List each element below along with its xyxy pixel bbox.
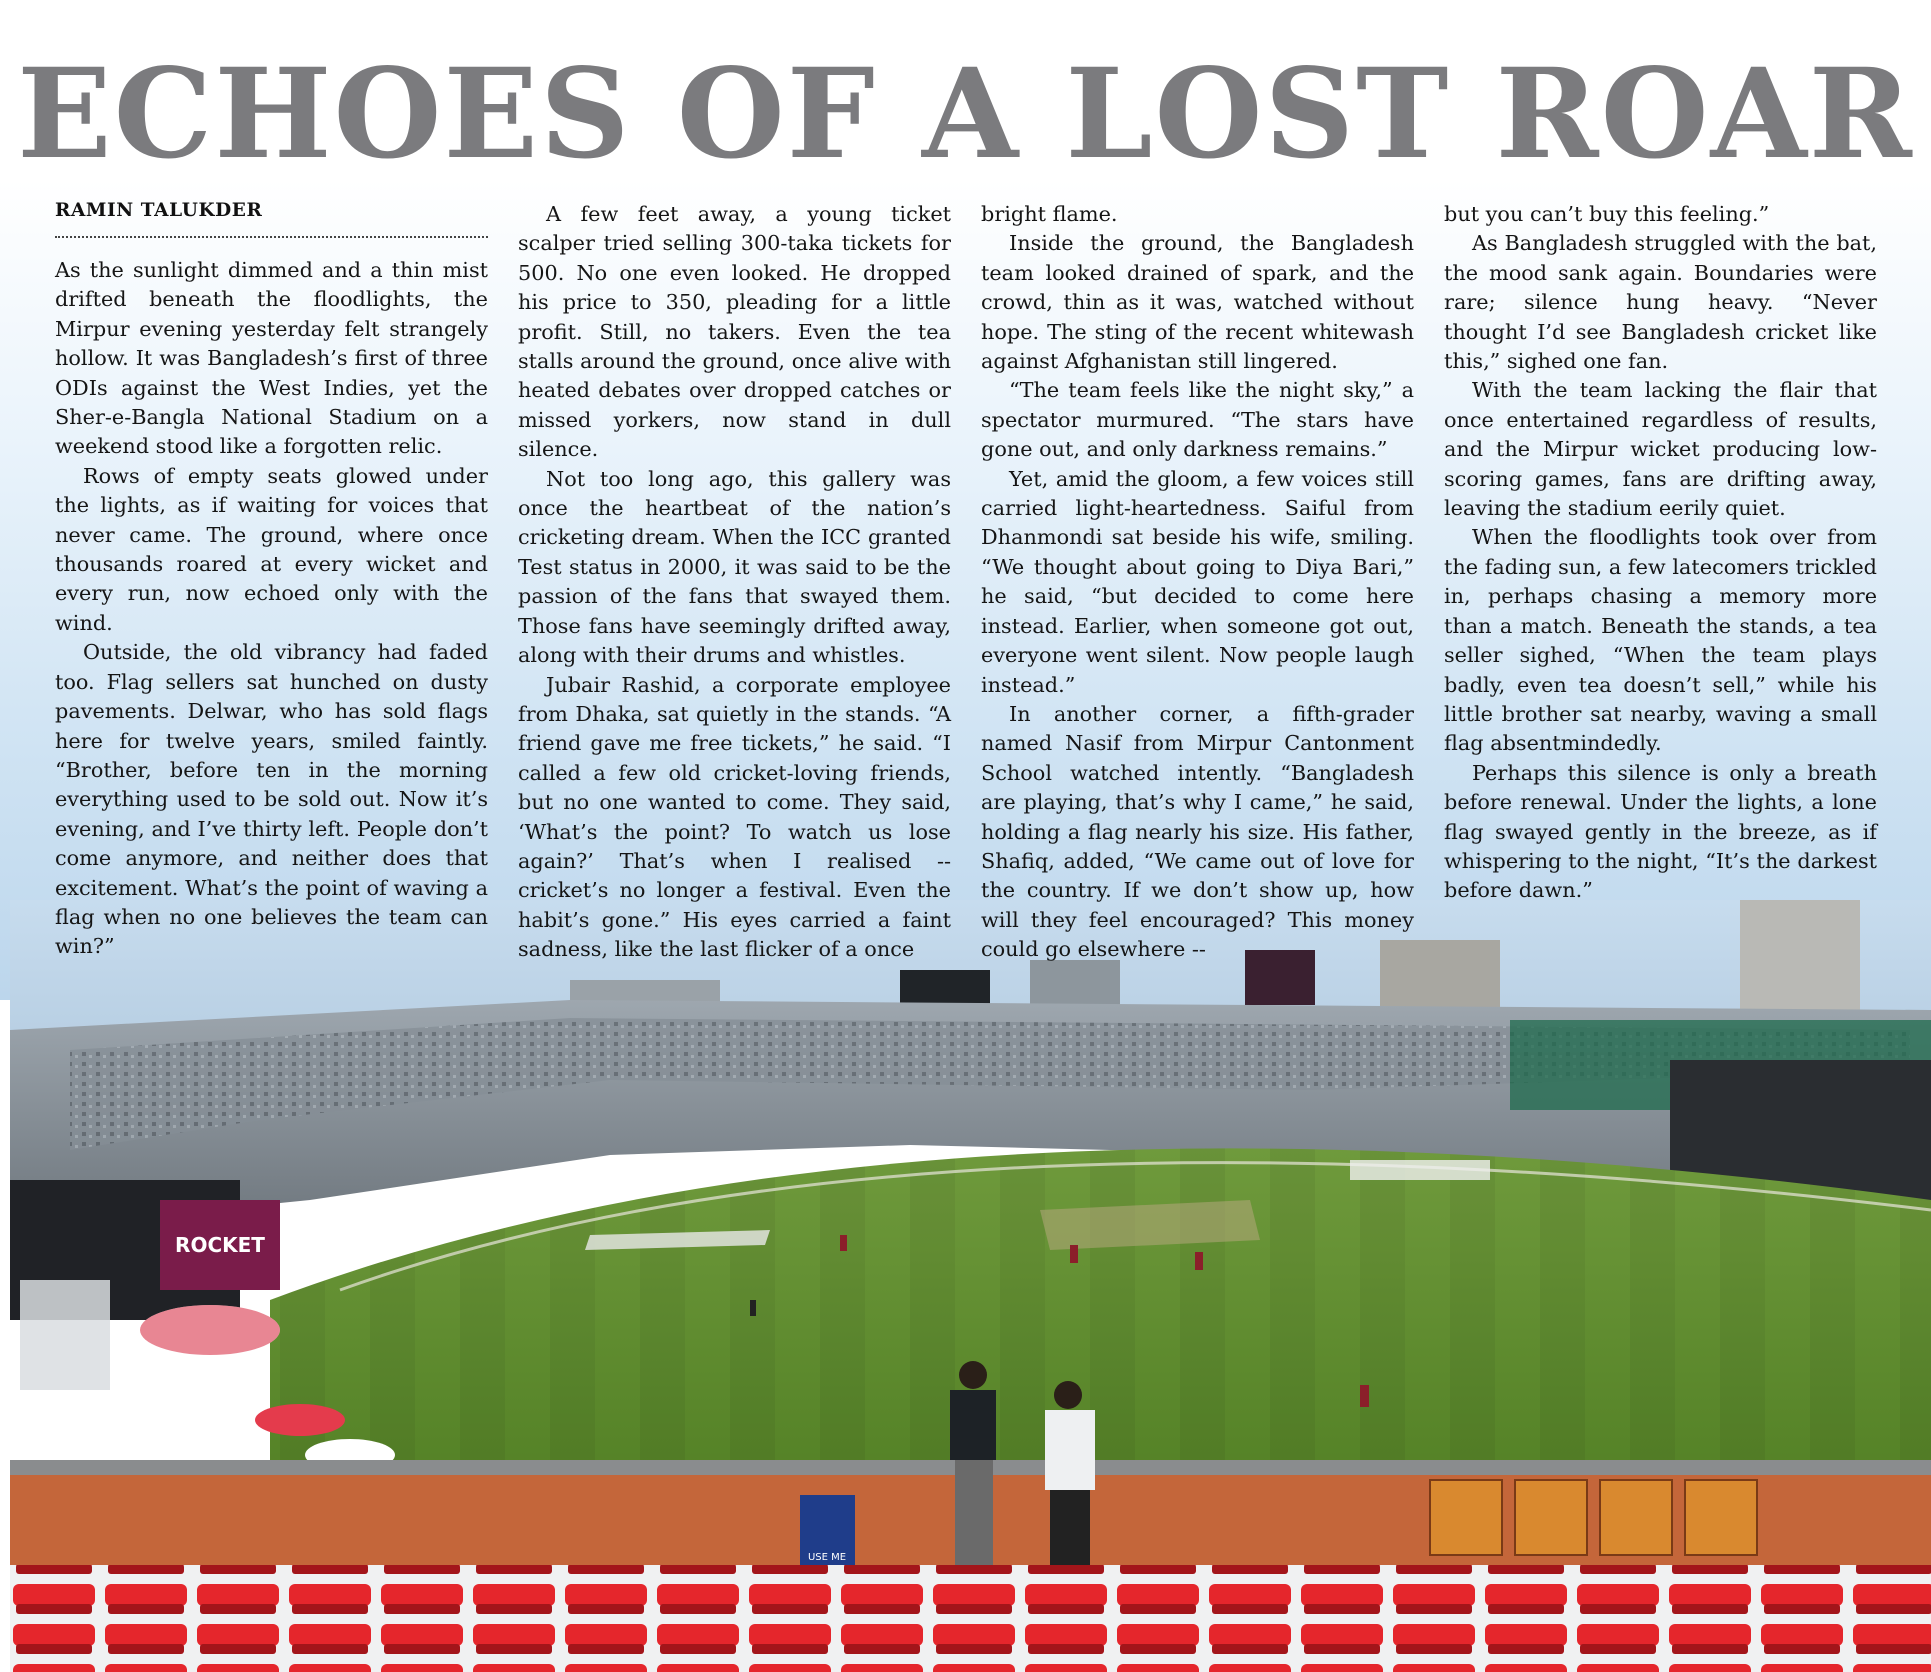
stand-structure [20,1280,110,1390]
paragraph: Not too long ago, this gallery was once the heartbeat of the nation’s cricketing dream. When the ICC granted Test status in 2000, it was said to be the passion of the fans that swayed them. Those fans have seemingly drifted away, along with their drums and whistles. [518,466,951,668]
paragraph: In another corner, a fifth-grader named Nasif from Mirpur Cantonment School watched intently. “Bangladesh are playing, that’s why I came,” he said, holding a flag nearly his size. His father, Shafiq, added, “We came out of love for the country. If we don’t show up, how will they feel encouraged? This money could go elsewhere -- [981,701,1414,962]
byline-divider [55,236,488,238]
paragraph: Inside the ground, the Bangladesh team looked drained of spark, and the crowd, thin as it was, watched without hope. The sting of the recent whitewash against Afghanistan still lingered. [981,231,1414,374]
article-column-2 [518,200,951,965]
background-building [1740,900,1860,1020]
blue-bin-label: USE ME [807,1552,847,1563]
paragraph: When the floodlights took over from the fading sun, a few latecomers trickled in, perhaps chasing a memory more than a match. Beneath the stands, a tea seller sighed, “When the team plays badly, even tea doesn’t sell,” while his little brother sat nearby, waving a small flag absentmindedly. [1444,525,1877,756]
article-column-4 [1444,200,1877,906]
paragraph: Jubair Rashid, a corporate employee from Dhaka, sat quietly in the stands. “A friend gave me free tickets,” he said. “I called a few old cricket-loving friends, but no one wanted to come. They said, ‘What’s the point? To watch us lose again?’ That’s when I realised -- cricket’s no longer a festival. Even the habit’s gone.” His eyes carried a faint sadness, like the last flicker of a once [518,672,951,962]
paragraph: As Bangladesh struggled with the bat, the mood sank again. Boundaries were rare; silence hung heavy. “Never thought I’d see Bangladesh cricket like this,” sighed one fan. [1444,231,1877,374]
paragraph: Perhaps this silence is only a breath before renewal. Under the lights, a lone flag swayed gently in the breeze, as if whispering to the night, “It’s the darkest before dawn.” [1444,760,1877,903]
paragraph: As the sunlight dimmed and a thin mist drifted beneath the floodlights, the Mirpur evening yesterday felt strangely hollow. It was Bangladesh’s first of three ODIs against the West Indies, yet the Sher-e-Bangla National Stadium on a weekend stood like a forgotten relic. [55,258,488,459]
red-seats [10,1565,1931,1672]
headline: ECHOES OF A LOST ROAR [17,42,1914,187]
article-column-1 [55,256,488,962]
umpire [750,1300,756,1316]
paragraph: A few feet away, a young ticket scalper tried selling 300-taka tickets for 500. No one even looked. He dropped his price to 350, pleading for a little profit. Still, no takers. Even the tea stalls around the ground, once alive with heated debates over dropped catches or missed yorkers, now stand in dull silence. [518,202,951,462]
paragraph: Yet, amid the gloom, a few voices still carried light-heartedness. Saiful from Dhanmondi sat beside his wife, smiling. “We thought about going to Diya Bari,” he said, “but decided to come here instead. Earlier, when someone got out, everyone went silent. Now people laugh instead.” [981,466,1414,697]
blue-bin [800,1495,855,1575]
paragraph: but you can’t buy this feeling.” [1444,202,1770,226]
byline: RAMIN TALUKDER [55,200,263,221]
article-column-3 [981,200,1414,965]
paragraph: With the team lacking the flair that once entertained regardless of results, and the Mirpur wicket producing low-scoring games, fans are drifting away, leaving the stadium eerily quiet. [1444,378,1877,521]
sponsor-sign-text: ROCKET [175,1233,265,1257]
paragraph: “The team feels like the night sky,” a spectator murmured. “The stars have gone out, and only darkness remains.” [981,378,1414,462]
ground-logo [1350,1160,1490,1180]
paragraph: bright flame. [981,202,1118,226]
paragraph: Outside, the old vibrancy had faded too. Flag sellers sat hunched on dusty pavements. Delwar, who has sold flags here for twelve years, smiled faintly. “Brother, before ten in the morning everything used to be sold out. Now it’s evening, and I’ve thirty left. People don’t come anymore, and neither does that excitement. What’s the point of waving a flag when no one believes the team can win?” [55,640,488,959]
paragraph: Rows of empty seats glowed under the lights, as if waiting for voices that never came. The ground, where once thousands roared at every wicket and every run, now echoed only with the wind. [55,463,488,635]
stadium-photo [10,900,1931,1672]
